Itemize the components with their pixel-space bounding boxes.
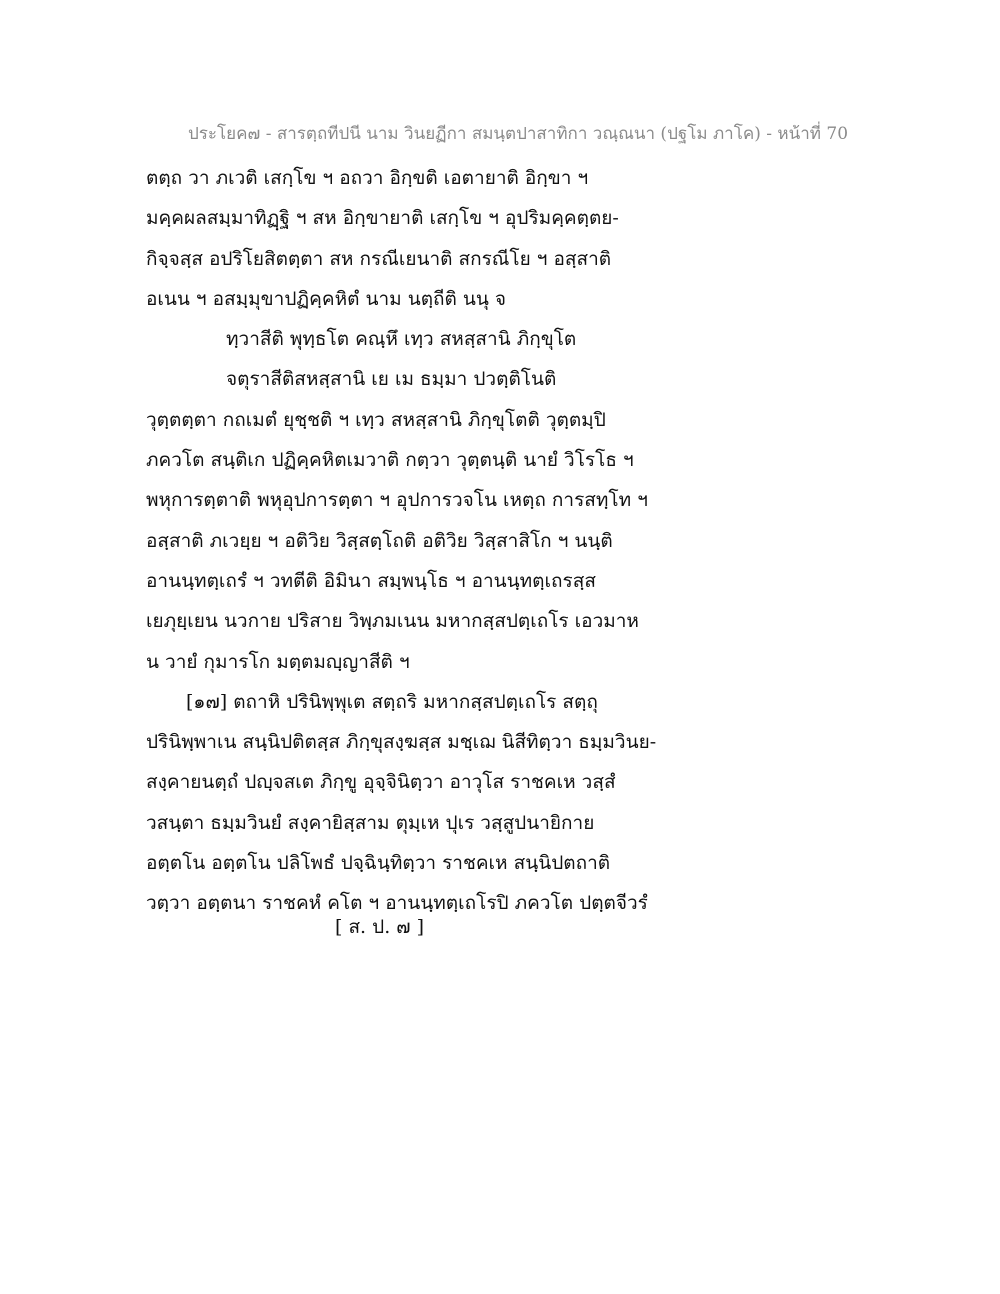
text-line: พหุการตฺตาติ พหุอุปการตฺตา ฯ อุปการวจโน เหตฺถ การสทฺโท ฯ bbox=[146, 489, 648, 512]
text-line: มคฺคผลสมฺมาทิฏฺฐิ ฯ สห อิกฺขายาติ เสกฺโข ฯ อุปริมคฺคตฺตย- bbox=[146, 207, 619, 230]
page-footer-reference: [ ส. ป. ๗ ] bbox=[335, 916, 425, 938]
verse-line: จตุราสีติสหสฺสานิ เย เม ธมฺมา ปวตฺติโนติ bbox=[226, 368, 557, 391]
text-line: วุตฺตตฺตา กถเมตํ ยุชฺชติ ฯ เทฺว สหสฺสานิ ภิกฺขุโตติ วุตฺตมฺปิ bbox=[146, 408, 606, 431]
text-line: วสนฺตา ธมฺมวินยํ สงฺคายิสฺสาม ตุมฺเห ปุเร วสฺสูปนายิกาย bbox=[146, 811, 595, 834]
text-line: ตตฺถ วา ภเวติ เสกฺโข ฯ อถวา อิกฺขติ เอตายาติ อิกฺขา ฯ bbox=[146, 167, 589, 189]
text-line: วตฺวา อตฺตนา ราชคหํ คโต ฯ อานนฺทตฺเถโรปิ ภควโต ปตฺตจีวรํ bbox=[146, 892, 648, 915]
text-line: น วายํ กุมารโก มตฺตมญฺญาสีติ ฯ bbox=[146, 650, 410, 673]
text-line: ภควโต สนฺติเก ปฏิคฺคหิตเมวาติ กตฺวา วุตฺตนฺติ นายํ วิโรโธ ฯ bbox=[146, 449, 634, 472]
text-line: กิจฺจสฺส อปริโยสิตตฺตา สห กรณีเยนาติ สกรณีโย ฯ อสฺสาติ bbox=[146, 247, 612, 270]
text-line: สงฺคายนตฺถํ ปญฺจสเต ภิกฺขู อุจฺจินิตฺวา อาวุโส ราชคเห วสฺสํ bbox=[146, 771, 616, 794]
page-header: ประโยค๗ - สารตฺถทีปนี นาม วินยฏีกา สมนฺตปาสาทิกา วณฺณนา (ปฐโม ภาโค) - หน้าที่ 70 bbox=[188, 124, 849, 144]
text-line: ปรินิพฺพาเน สนฺนิปติตสฺส ภิกฺขุสงฺฆสฺส มชฺเฌ นิสีทิตฺวา ธมฺมวินย- bbox=[146, 731, 657, 754]
text-line: อานนฺทตฺเถรํ ฯ วทตีติ อิมินา สมฺพนฺโธ ฯ อานนฺทตฺเถรสฺส bbox=[146, 569, 596, 592]
text-line: อตฺตโน อตฺตโน ปลิโพธํ ปจฺฉินฺทิตฺวา ราชคเห สนฺนิปตถาติ bbox=[146, 852, 611, 875]
text-line: อเนน ฯ อสมฺมุขาปฏิคฺคหิตํ นาม นตฺถีติ นนุ จ bbox=[146, 287, 507, 310]
body-text bbox=[146, 158, 686, 924]
paragraph-start-line: [๑๗] ตถาหิ ปรินิพฺพุเต สตฺถริ มหากสฺสปตฺเถโร สตฺถุ bbox=[186, 690, 598, 713]
text-line: เยภุยฺเยน นวกาย ปริสาย วิพฺภมเนน มหากสฺสปตฺเถโร เอวมาห bbox=[146, 610, 639, 633]
verse-line: ทฺวาสีติ พุทฺธโต คณฺหึ เทฺว สหสฺสานิ ภิกฺขุโต bbox=[226, 328, 577, 351]
text-line: อสฺสาติ ภเวยฺย ฯ อติวิย วิสฺสตฺโถติ อติวิย วิสฺสาสิโก ฯ นนฺติ bbox=[146, 529, 613, 552]
